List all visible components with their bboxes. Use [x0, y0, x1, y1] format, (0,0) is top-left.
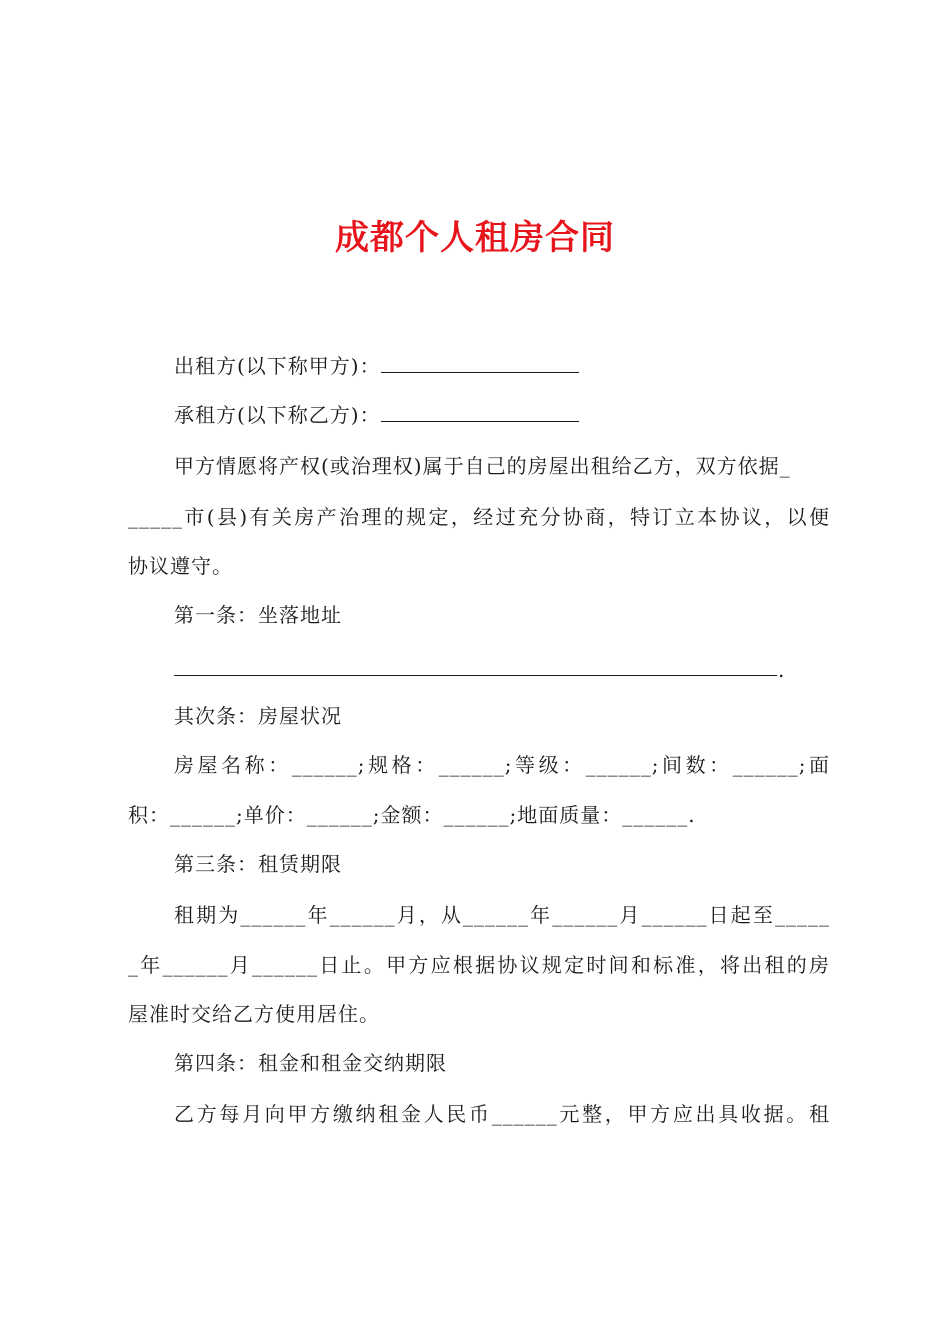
lessee-blank: [381, 401, 579, 422]
article1-heading: 第一条：坐落地址: [174, 603, 342, 627]
document-title: 成都个人租房合同: [335, 218, 615, 258]
intro-line-2: _____市(县)有关房产治理的规定，经过充分协商，特订立本协议，以便: [128, 505, 830, 529]
article3-line-1: 租期为______年______月，从______年______月______日起至_____: [174, 903, 830, 927]
article4-line-1: 乙方每月向甲方缴纳租金人民币______元整，甲方应出具收据。租: [174, 1102, 830, 1126]
article2-line-2: 积：______;单价：______;金额：______;地面质量：______.: [128, 803, 696, 827]
intro-line-1: 甲方情愿将产权(或治理权)属于自己的房屋出租给乙方，双方依据_: [174, 454, 791, 478]
intro-line-3: 协议遵守。: [128, 554, 233, 578]
article4-heading: 第四条：租金和租金交纳期限: [174, 1051, 447, 1075]
article3-line-3: 屋准时交给乙方使用居住。: [128, 1002, 380, 1026]
lessee-label: 承租方(以下称乙方)：: [174, 403, 381, 427]
address-blank: [174, 675, 777, 676]
address-end-dot: .: [778, 658, 785, 682]
lessor-label: 出租方(以下称甲方)：: [174, 354, 381, 378]
article2-heading: 其次条：房屋状况: [174, 704, 342, 728]
article3-heading: 第三条：租赁期限: [174, 852, 342, 876]
lessor-blank: [381, 352, 579, 373]
article2-line-1: 房屋名称：______;规格：______;等级：______;间数：______;面: [174, 753, 830, 777]
lessor-line: [174, 352, 579, 380]
article3-line-2: _年______月______日止。甲方应根据协议规定时间和标准，将出租的房: [128, 953, 830, 977]
lessee-line: [174, 401, 579, 429]
